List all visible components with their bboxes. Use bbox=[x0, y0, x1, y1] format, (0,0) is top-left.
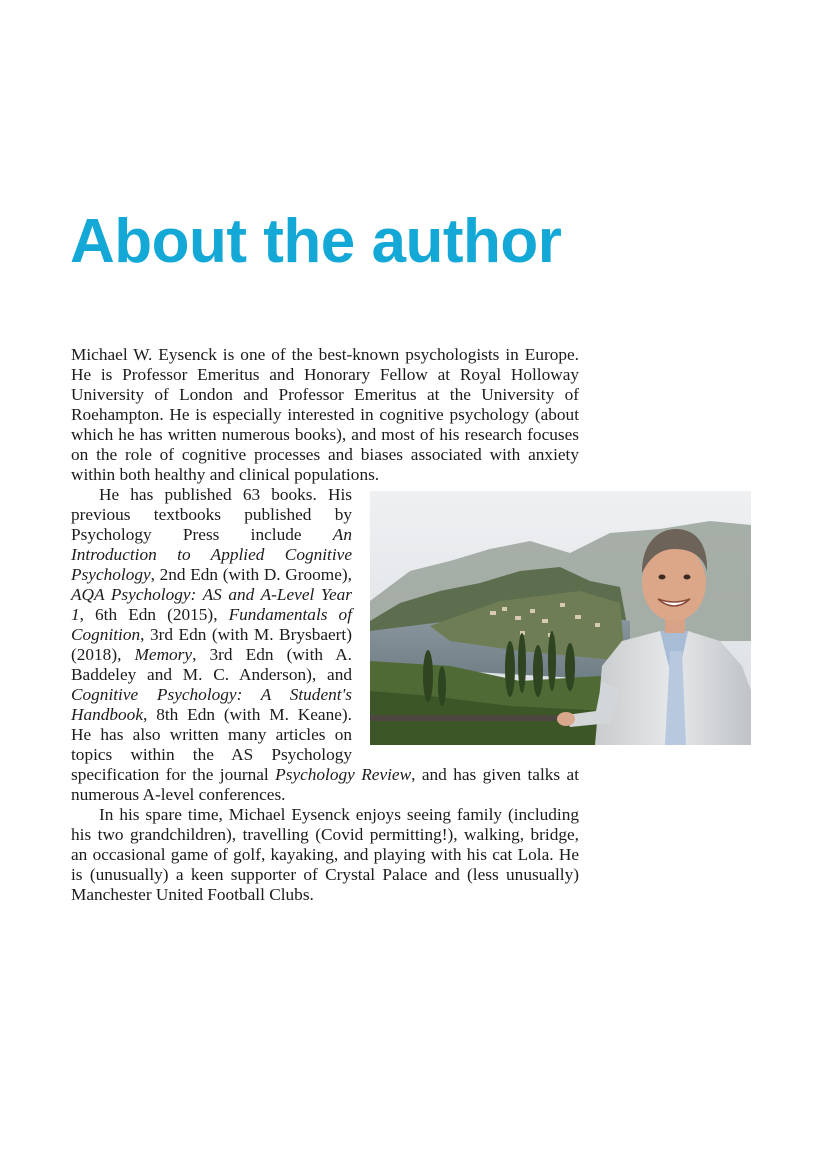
page-title: About the author bbox=[70, 207, 562, 276]
bio-p2-text-1: He has published 63 books. His previous textbooks published by Psychology Press include bbox=[71, 485, 352, 544]
book-title-aqa-psychology: AQA Psychology: AS and A-Level Year 1 bbox=[71, 585, 352, 624]
author-photo bbox=[370, 491, 751, 745]
book-title-memory: Memory bbox=[134, 645, 193, 664]
book-title-fundamentals: Fundamentals of Cognition bbox=[71, 605, 352, 644]
journal-title-psychology-review: Psychology Review bbox=[275, 765, 412, 784]
bio-p2-text-3: , 6th Edn (2015), bbox=[79, 605, 229, 624]
author-photo-image bbox=[370, 491, 751, 745]
bio-p2-text-7: , and has given talks at numerous A-level conferences. bbox=[71, 765, 579, 804]
book-title-cognitive-psychology: Cognitive Psychology: A Student's Handbook bbox=[71, 685, 352, 724]
bio-p2-text-2: , 2nd Edn (with D. Groome), bbox=[150, 565, 352, 584]
bio-p2-text-6: , 8th Edn (with M. Keane). He has also written many articles on topics within the AS Psychology specification for the journal bbox=[71, 705, 352, 784]
bio-paragraph-3: In his spare time, Michael Eysenck enjoys seeing family (including his two grandchildren), travelling (Covid permitting!), walking, bridge, an occasional game of golf, kayaking, and playing with his cat Lola. He is (unusually) a keen supporter of Crystal Palace and (less unusually) Manchester United Football Clubs. bbox=[71, 805, 579, 904]
bio-p2-text-4: , 3rd Edn (with M. Brysbaert) (2018), bbox=[71, 625, 352, 664]
book-title-applied-cognitive: An Introduction to Applied Cognitive Psychology bbox=[71, 525, 352, 584]
bio-paragraph-1: Michael W. Eysenck is one of the best-known psychologists in Europe. He is Professor Emeritus and Honorary Fellow at Royal Holloway University of London and Professor Emeritus at the University of Roehampton. He is especially interested in cognitive psychology (about which he has written numerous books), and most of his research focuses on the role of cognitive processes and biases associated with anxiety within both healthy and clinical populations. bbox=[71, 345, 579, 484]
author-bio bbox=[71, 345, 579, 905]
bio-p2-text-5: , 3rd Edn (with A. Baddeley and M. C. Anderson), and bbox=[71, 645, 352, 684]
